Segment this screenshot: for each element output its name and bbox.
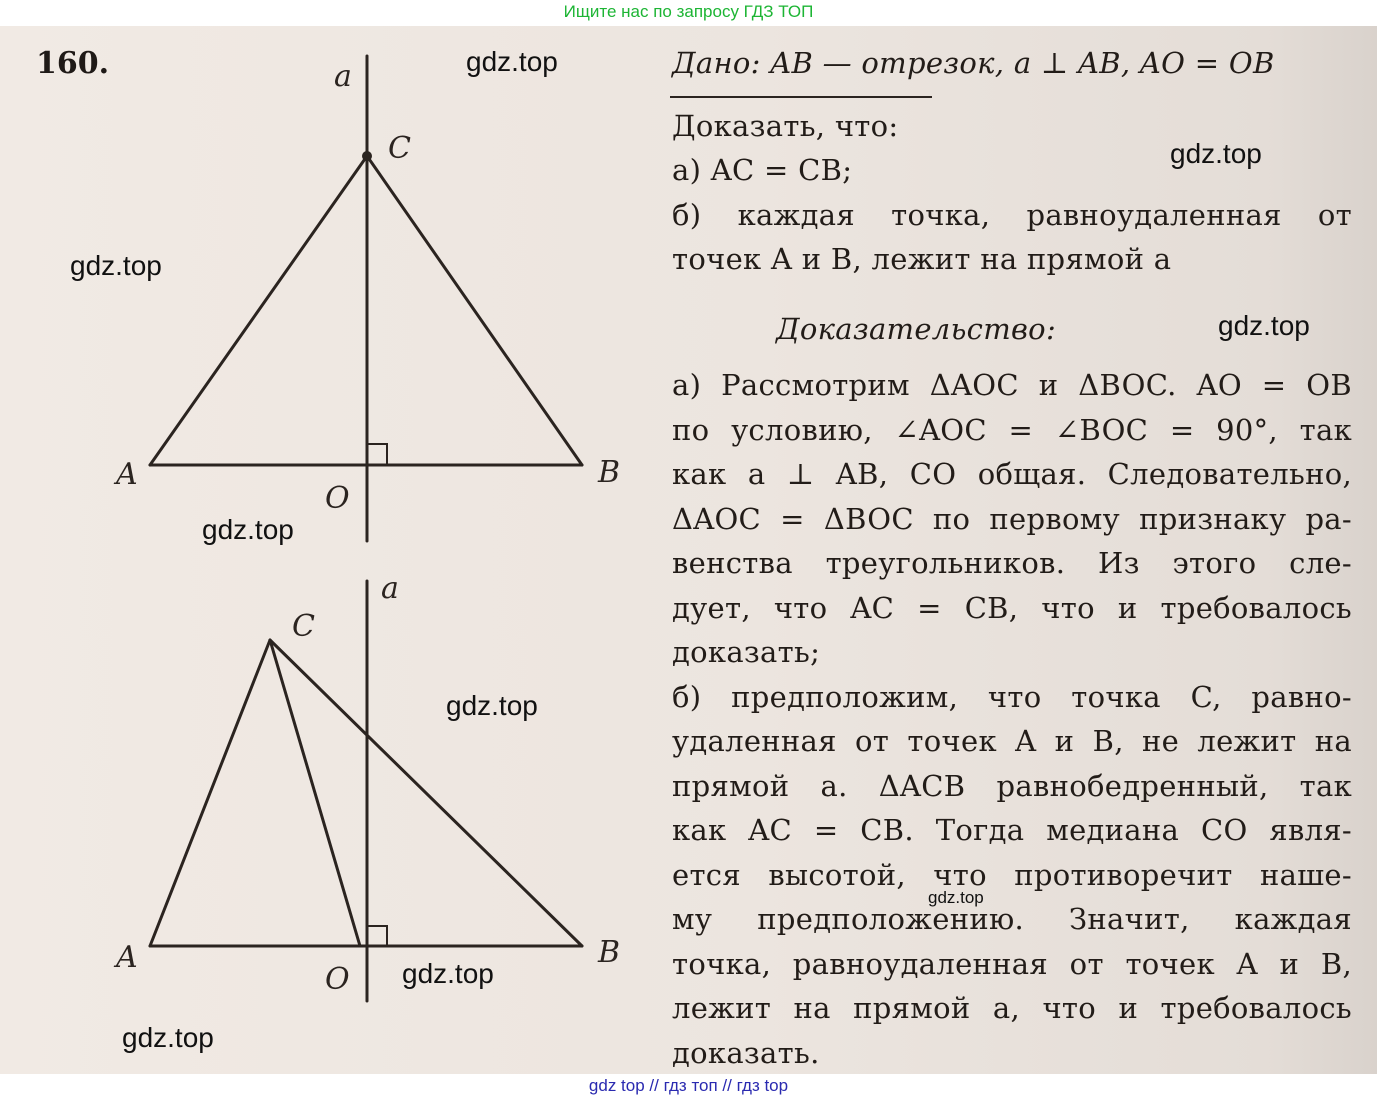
watermark: gdz.top <box>928 888 984 907</box>
watermark: gdz.top <box>70 250 162 281</box>
text-line: ΔAOC = ΔBOC по первому признаку ра- <box>672 502 1352 536</box>
text-line: б) предположим, что точка C, равно- <box>672 680 1352 714</box>
given-underline <box>670 96 932 98</box>
fig1-segment-AC <box>150 156 367 465</box>
top-banner[interactable]: Ищите нас по запросу ГДЗ ТОП <box>563 2 814 21</box>
fig2-label-B: B <box>598 935 621 970</box>
text-line: прямой a. ΔACB равнобедренный, так <box>672 769 1352 803</box>
fig1-point-C <box>362 151 372 161</box>
watermark: gdz.top <box>1170 138 1262 169</box>
text-line: дует, что AC = CB, что и требовалось <box>672 591 1352 625</box>
text-line: по условию, ∠AOC = ∠BOC = 90°, так <box>672 413 1352 447</box>
text-line: как a ⊥ AB, CO общая. Следовательно, <box>672 457 1352 491</box>
text-line: лежит на прямой a, что и требовалось <box>672 991 1352 1025</box>
watermark: gdz.top <box>202 514 294 545</box>
fig1-label-a: a <box>334 59 352 94</box>
prove-heading: Доказать, что: <box>672 109 899 143</box>
fig1-right-angle-mark <box>367 444 387 465</box>
watermark: gdz.top <box>1218 310 1310 341</box>
fig1-label-C: C <box>388 131 411 166</box>
text-line: точек A и B, лежит на прямой a <box>672 242 1172 276</box>
text-line: ется высотой, что противоречит наше- <box>672 858 1352 892</box>
problem-number: 160. <box>36 46 110 81</box>
watermark: gdz.top <box>446 690 538 721</box>
text-line: удаленная от точек A и B, не лежит на <box>672 724 1352 758</box>
text-line: доказать. <box>672 1036 820 1070</box>
bottom-banner[interactable]: gdz top // гдз топ // гдз top <box>588 1076 789 1095</box>
textbook-page <box>0 26 1377 1074</box>
text-line: доказать; <box>672 635 821 669</box>
fig1-label-B: B <box>598 455 621 490</box>
proof-heading: Доказательство: <box>776 312 1057 346</box>
text-line: му предположению. Значит, каждая <box>672 902 1352 936</box>
fig1-label-O: O <box>325 481 350 516</box>
text-line: точка, равноудаленная от точек A и B, <box>672 947 1352 981</box>
text-line: как AC = CB. Тогда медиана CO явля- <box>672 813 1352 847</box>
fig2-segment-AC <box>150 640 270 946</box>
fig2-right-angle-mark <box>367 926 387 946</box>
fig2-label-A: A <box>116 940 138 975</box>
text-line: а) AC = CB; <box>672 153 853 187</box>
fig2-label-a: a <box>381 571 399 606</box>
geometry-diagrams <box>0 26 660 1074</box>
given-line: Дано: AB — отрезок, a ⊥ AB, AO = OB <box>672 46 1275 80</box>
watermark: gdz.top <box>466 46 558 77</box>
watermark: gdz.top <box>402 958 494 989</box>
text-line: а) Рассмотрим ΔAOC и ΔBOC. AO = OB <box>672 368 1352 402</box>
fig1-label-A: A <box>116 457 138 492</box>
text-line: венства треугольников. Из этого сле- <box>672 546 1352 580</box>
fig1-segment-CB <box>367 156 582 465</box>
watermark: gdz.top <box>122 1022 214 1053</box>
fig2-segment-CB <box>270 640 582 946</box>
text-line: б) каждая точка, равноудаленная от <box>672 198 1352 232</box>
fig2-label-C: C <box>292 609 315 644</box>
fig2-label-O: O <box>325 962 350 997</box>
